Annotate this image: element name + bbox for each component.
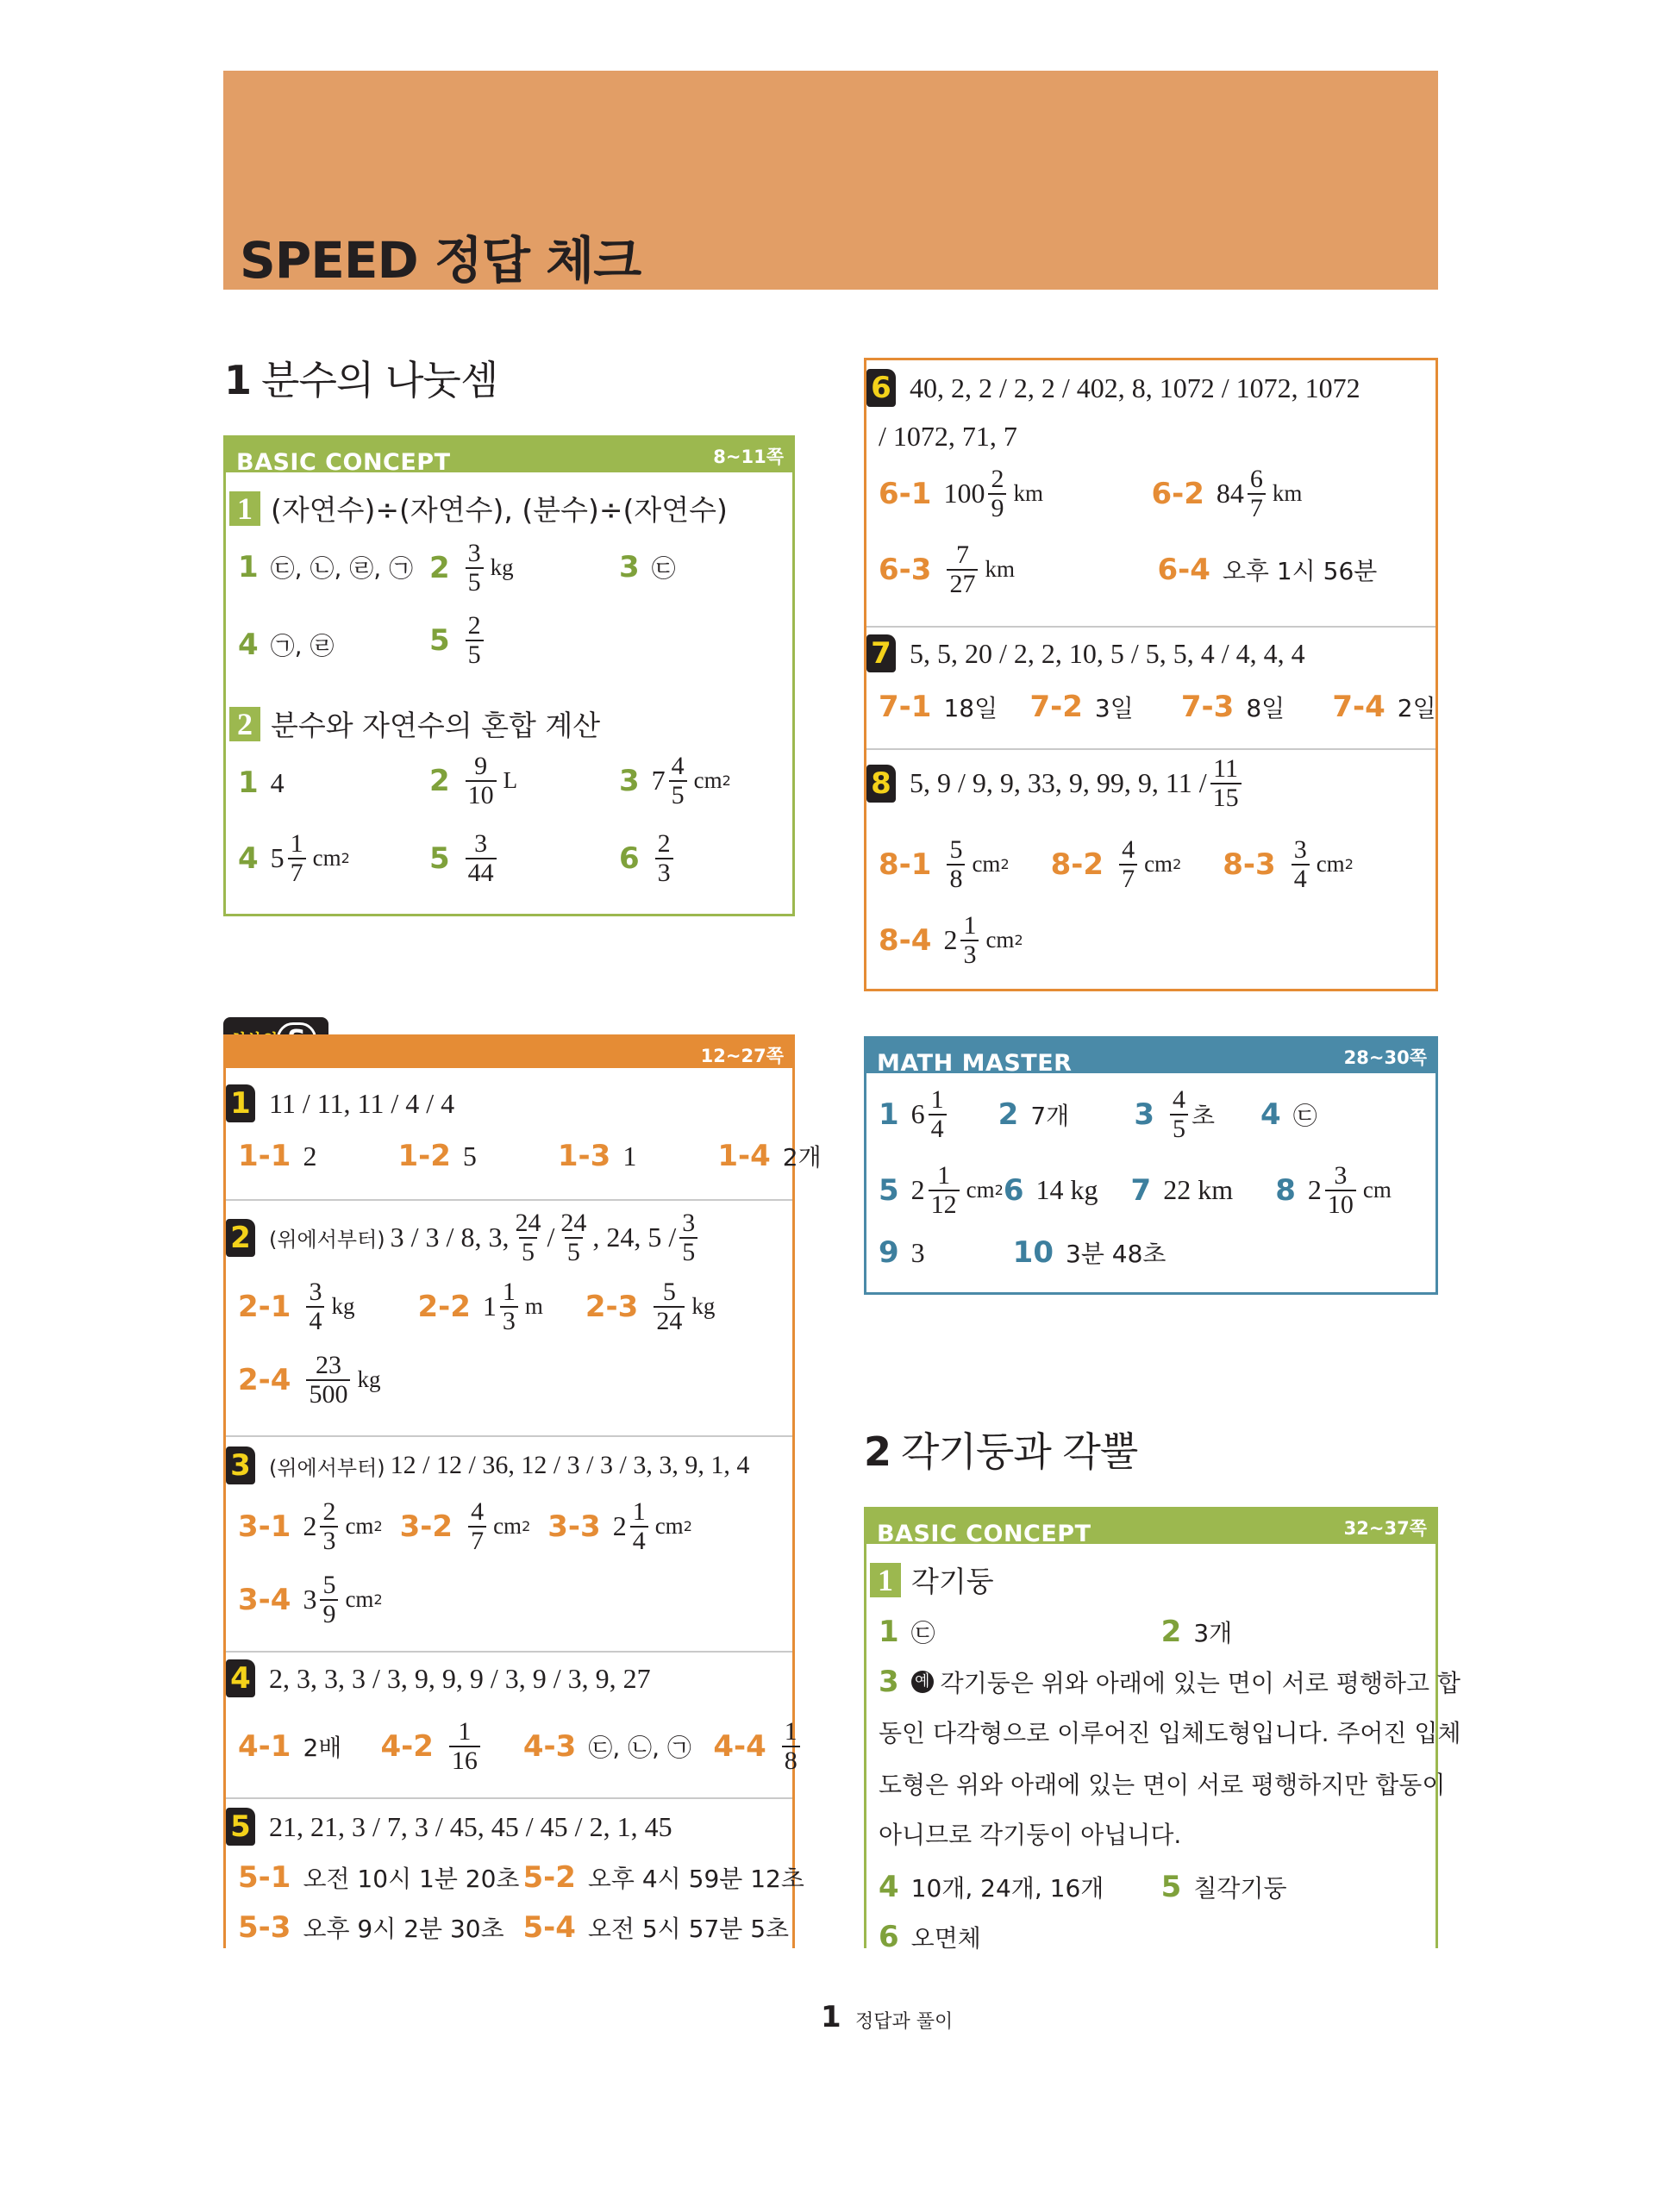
page-range: 8~11쪽 [713,447,784,467]
problem-5-answers-a: 5-1 오전 10시 1분 20초 5-2 오후 4시 59분 12초 [238,1860,804,1895]
answer-6: 6 오면체 [879,1920,981,1954]
section-number: 1 [224,357,252,403]
subtopic-1: 1 각기둥 [870,1559,994,1600]
fraction: $\frac{3}{5}$ [466,540,484,596]
subtopic-2: 2 분수와 자연수의 혼합 계산 [229,703,600,744]
answer-2: 2 $\frac{3}{5}$ kg [429,539,514,597]
problem-4-answers: 4-1 2배 4-2 $\frac{1}{16}$ 4-3 ㉢, ㉡, ㉠ 4-4 $\frac{1}{8}$ [238,1718,804,1774]
basic-concept-box-1 [223,435,795,916]
page-number: 1 [821,2000,841,2034]
answer-b3: 3 7 $\frac{4}{5}$ cm 2 [619,752,731,809]
problem-6: 6 40, 2, 2 / 2, 2 / 402, 8, 1072 / 1072, 1072 [866,369,1360,407]
master-row-2: 5 2 $\frac{1}{12}$ cm 2 6 14 kg 7 22 km 8 2 $\frac{3}{10}$ cm [879,1161,1392,1219]
problem-2-4: 2-4 $\frac{23}{500}$ kg [238,1351,381,1409]
answer-4: 4 ㉠, ㉣ [238,628,335,662]
basic-concept-box-2: BASIC CONCEPT 32~37쪽 1 각기둥 1 ㉢ 2 3개 3 예 각기둥은 위와 아래에 있는 면이 서로 평행하고 합 동인 다각형으로 이루어진 입체도형입니다. 주어진 입체 도형은 위와 아래에 있는 면이 서로 평행하지만 합동이 아니므로 각기둥이 아닙니다. 4 10개, 24개, 16개 5 칠각기둥 6 오면체 [864,1507,1438,1948]
page-range: 28~30쪽 [1343,1047,1427,1068]
section-1-heading [224,349,497,406]
subtopic-number: 1 [229,491,260,526]
master-row-1: 1 6 $\frac{1}{4}$ 2 7개 3 $\frac{4}{5}$ 초 4 ㉢ [879,1085,1317,1143]
answer-b4: 4 5 $\frac{1}{7}$ cm 2 [238,829,350,887]
answers-4-5: 4 10개, 24개, 16개 5 칠각기둥 [879,1870,1287,1904]
problem-2-answers: 2-1 $\frac{3}{4}$ kg 2-2 1 $\frac{1}{3}$ m 2-3 $\frac{5}{24}$ kg [238,1278,716,1335]
problem-4: 4 2, 3, 3, 3 / 3, 9, 9, 9 / 3, 9 / 3, 9, 27 [226,1659,651,1697]
answer-3-line-1: 3 예 각기둥은 위와 아래에 있는 면이 서로 평행하고 합 [879,1665,1460,1699]
problem-7-answers: 7-1 18일 7-2 3일 7-3 8일 7-4 2일 [879,690,1436,724]
top-level-box-continued [864,358,1438,991]
problem-3-answers: 3-1 2 $\frac{2}{3}$ cm 2 3-2 $\frac{4}{7}$ cm 2 3-3 2 $\frac{1}{4}$ cm 2 [238,1497,692,1555]
answer-b1: 1 4 [238,765,285,800]
problem-1-answers: 1-1 2 1-2 5 1-3 1 1-4 2개 [238,1139,822,1173]
banner-title: SPEED 정답 체크 [240,231,641,290]
page-range: 12~27쪽 [700,1046,784,1066]
answer-b5: 5 $\frac{3}{44}$ [429,830,500,886]
answer-3: 3 ㉢ [619,550,676,584]
basic-concept-header [226,438,792,476]
box-title: BASIC CONCEPT [236,449,451,476]
problem-6-answers-b: 6-3 $\frac{7}{27}$ km 6-4 오후 1시 56분 [879,541,1378,598]
section-2-heading: 2 각기둥과 각뿔 [864,1428,1138,1475]
answers-1-2: 1 ㉢ 2 3개 [879,1615,1233,1649]
problem-8-answers: 8-1 $\frac{5}{8}$ cm 2 8-2 $\frac{4}{7}$ cm 2 8-3 $\frac{3}{4}$ cm 2 [879,835,1354,893]
problem-6-answers-a: 6-1 100 $\frac{2}{9}$ km 6-2 84 $\frac{6}{7}$ km [879,465,1303,522]
subtopic-title: (자연수)÷(자연수), (분수)÷(자연수) [271,493,728,527]
page-range: 32~37쪽 [1343,1518,1427,1539]
problem-3: 3 (위에서부터) 12 / 12 / 36, 12 / 3 / 3 / 3, 3, 9, 1, 4 [226,1447,749,1484]
footer-text: 정답과 풀이 [855,2011,954,2033]
problem-2: 2 (위에서부터) 3 / 3 / 8, 3, $\frac{24}{5}$ / $\frac{24}{5}$ , 24, 5 / $\frac{3}{5}$ [226,1209,701,1265]
example-tag: 예 [911,1671,934,1693]
math-master-box: MATH MASTER 28~30쪽 1 6 $\frac{1}{4}$ 2 7개 3 $\frac{4}{5}$ 초 4 ㉢ 5 2 $\frac{1}{12}$ cm 2 6 14 kg 7 22 km 8 2 $\frac{3}{10}$ cm 9 3 10 3분 48초 [864,1036,1438,1295]
answer-b6: 6 $\frac{2}{3}$ [619,830,677,886]
subtopic-1 [229,488,728,528]
answer-1: 1 ㉢, ㉡, ㉣, ㉠ [238,550,414,584]
problem-7: 7 5, 5, 20 / 2, 2, 10, 5 / 5, 5, 4 / 4, 4, 4 [866,634,1305,672]
problem-1: 1 11 / 11, 11 / 4 / 4 [226,1084,454,1122]
problem-8-4: 8-4 2 $\frac{1}{3}$ cm 2 [879,911,1023,969]
problem-3-4: 3-4 3 $\frac{5}{9}$ cm 2 [238,1571,383,1628]
answer-3-line-4: 아니므로 각기둥이 아닙니다. [879,1821,1182,1849]
top-level-box [223,1034,822,1948]
answer-3-line-2: 동인 다각형으로 이루어진 입체도형입니다. 주어진 입체 [879,1719,1461,1747]
section-title: 분수의 나눗셈 [261,357,498,403]
problem-8: 8 5, 9 / 9, 9, 33, 9, 99, 9, 11 / $\frac{11}{15}$ [866,755,1245,811]
answer-b2: 2 $\frac{9}{10}$ L [429,752,518,809]
answer-5: 5 $\frac{2}{5}$ [429,612,487,668]
master-row-3: 9 3 10 3분 48초 [879,1235,1166,1270]
problem-6-cont: / 1072, 71, 7 [879,421,1017,452]
problem-5-answers-b: 5-3 오후 9시 2분 30초 5-4 오전 5시 57분 5초 [238,1910,790,1945]
problem-5: 5 21, 21, 3 / 7, 3 / 45, 45 / 45 / 2, 1, 45 [226,1808,672,1846]
fraction: $\frac{2}{5}$ [466,612,484,668]
answer-3-line-3: 도형은 위와 아래에 있는 면이 서로 평행하지만 합동이 [879,1771,1446,1799]
